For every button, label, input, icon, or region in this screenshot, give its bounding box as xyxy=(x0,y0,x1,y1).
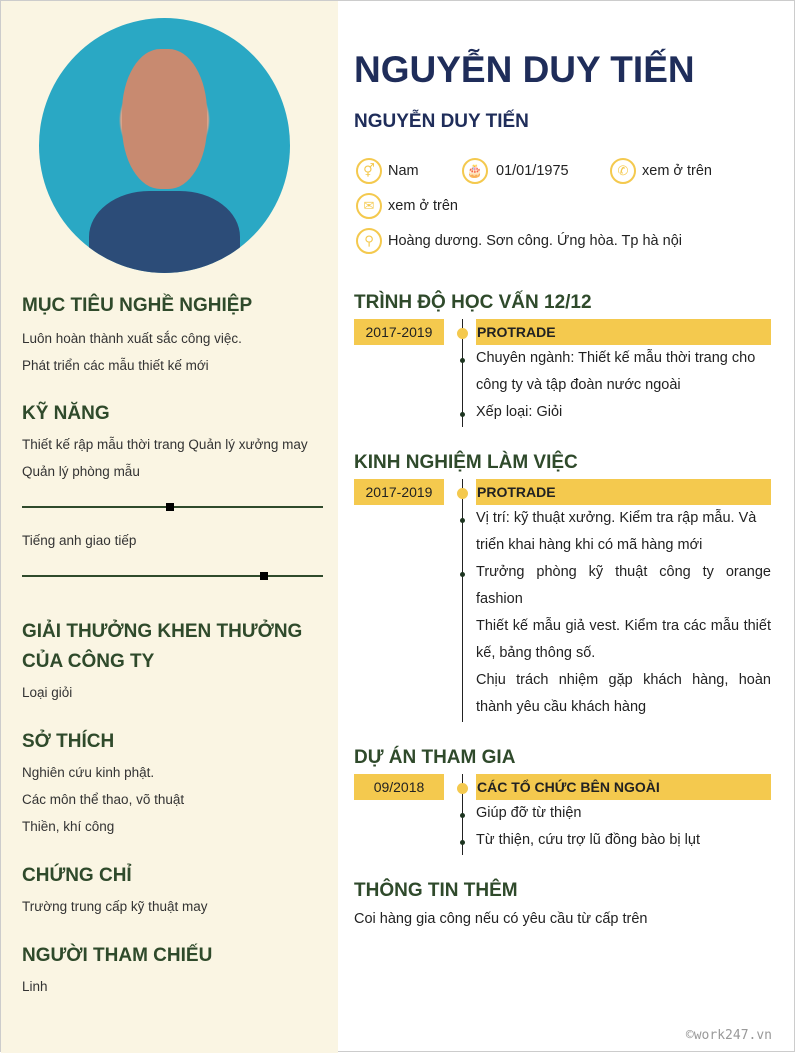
skill-label: Thiết kế rập mẫu thời trang Quản lý xưởng may Quản lý phòng mẫu xyxy=(22,437,308,479)
certs-heading: CHỨNG CHỈ xyxy=(22,865,132,886)
project-date: 09/2018 xyxy=(354,774,444,800)
gender-icon: ⚥ xyxy=(356,158,382,184)
education-line: Xếp loại: Giỏi xyxy=(476,404,563,420)
ref-line: Linh xyxy=(22,979,48,994)
hobby-line: Thiền, khí công xyxy=(22,819,115,834)
email-text: xem ở trên xyxy=(388,198,458,214)
objective-line: Phát triển các mẫu thiết kế mới xyxy=(22,358,209,373)
candidate-name: NGUYỄN DUY TIẾN xyxy=(354,49,695,90)
project-line: Giúp đỡ từ thiện xyxy=(476,805,582,821)
experience-heading: KINH NGHIỆM LÀM VIỆC xyxy=(354,452,578,473)
experience-line: Chịu trách nhiệm gặp khách hàng, hoàn thành yêu cầu khách hàng xyxy=(476,672,771,715)
map-pin-icon: ⚲ xyxy=(356,228,382,254)
education-line: Chuyên ngành: Thiết kế mẫu thời trang cho công ty và tập đoàn nước ngoài xyxy=(476,350,756,393)
education-heading: TRÌNH ĐỘ HỌC VẤN 12/12 xyxy=(354,292,592,313)
timeline-dot xyxy=(457,783,468,794)
project-line: Từ thiện, cứu trợ lũ đồng bào bị lụt xyxy=(476,832,700,848)
bullet xyxy=(460,572,465,577)
cake-icon: 🎂 xyxy=(462,158,488,184)
bullet xyxy=(460,840,465,845)
awards-line: Loại giỏi xyxy=(22,685,73,700)
objective-heading: MỤC TIÊU NGHỀ NGHIỆP xyxy=(22,295,253,316)
experience-line: Thiết kế mẫu giả vest. Kiểm tra các mẫu thiết kế, bảng thông số. xyxy=(476,618,771,661)
experience-org: PROTRADE xyxy=(476,479,771,505)
watermark: ©work247.vn xyxy=(685,1028,772,1043)
envelope-icon: ✉ xyxy=(356,193,382,219)
gender-info xyxy=(356,158,419,184)
birthday-text: 01/01/1975 xyxy=(496,163,569,179)
phone-text: xem ở trên xyxy=(642,163,712,179)
timeline-dot xyxy=(457,488,468,499)
bullet xyxy=(460,412,465,417)
timeline-dot xyxy=(457,328,468,339)
hobby-line: Nghiên cứu kinh phật. xyxy=(22,765,155,780)
experience-line: Trưởng phòng kỹ thuật công ty orange fashion xyxy=(476,564,771,607)
bullet xyxy=(460,813,465,818)
address-info xyxy=(356,228,682,254)
education-date: 2017-2019 xyxy=(354,319,444,345)
email-info xyxy=(356,193,458,219)
awards-heading: GIẢI THƯỞNG KHEN THƯỞNG CỦA CÔNG TY xyxy=(22,621,303,672)
profile-photo xyxy=(39,18,290,273)
hobby-line: Các môn thể thao, võ thuật xyxy=(22,792,185,807)
address-text: Hoàng dương. Sơn công. Ứng hòa. Tp hà nội xyxy=(388,233,682,249)
skill-level-bar xyxy=(22,506,323,508)
extra-heading: THÔNG TIN THÊM xyxy=(354,880,518,901)
timeline-line xyxy=(462,479,463,722)
skill-level-bar xyxy=(22,575,323,577)
experience-date: 2017-2019 xyxy=(354,479,444,505)
cert-line: Trường trung cấp kỹ thuật may xyxy=(22,899,208,914)
extra-text: Coi hàng gia công nếu có yêu cầu từ cấp trên xyxy=(354,911,648,927)
objective-line: Luôn hoàn thành xuất sắc công việc. xyxy=(22,331,242,346)
project-org: CÁC TỔ CHỨC BÊN NGOÀI xyxy=(476,774,771,800)
birthday-info xyxy=(462,158,569,184)
skill-label: Tiếng anh giao tiếp xyxy=(22,533,137,548)
bullet xyxy=(460,518,465,523)
education-org: PROTRADE xyxy=(476,319,771,345)
gender-text: Nam xyxy=(388,163,419,179)
skill-level-marker xyxy=(166,503,174,511)
bullet xyxy=(460,358,465,363)
skill-level-marker xyxy=(260,572,268,580)
phone-info xyxy=(610,158,712,184)
candidate-subtitle: NGUYỄN DUY TIẾN xyxy=(354,111,529,132)
hobbies-heading: SỞ THÍCH xyxy=(22,731,115,752)
left-column xyxy=(1,1,338,1053)
refs-heading: NGƯỜI THAM CHIẾU xyxy=(22,945,213,966)
skills-heading: KỸ NĂNG xyxy=(22,403,110,424)
phone-icon: ✆ xyxy=(610,158,636,184)
projects-heading: DỰ ÁN THAM GIA xyxy=(354,747,516,768)
experience-line: Vị trí: kỹ thuật xưởng. Kiểm tra rập mẫu. Và triển khai hàng khi có mã hàng mới xyxy=(476,510,757,553)
